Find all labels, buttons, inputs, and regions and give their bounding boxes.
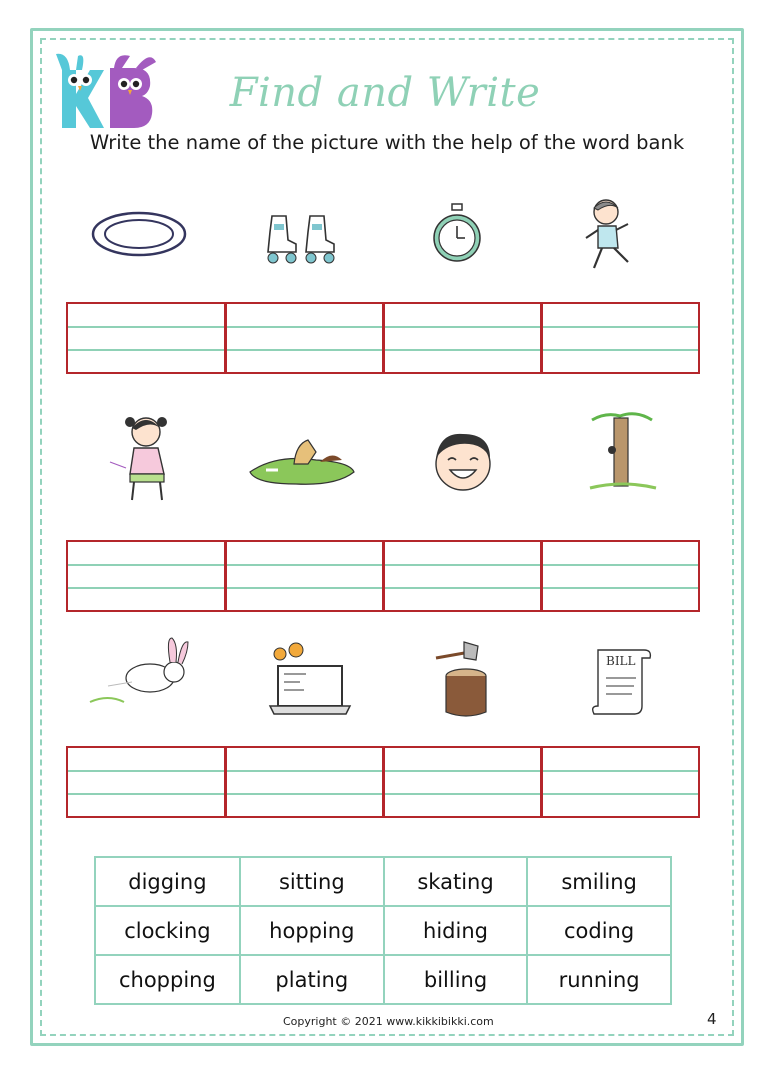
copyright-text: Copyright © 2021 www.kikkibikki.com [283,1015,494,1028]
word-bank-cell: sitting [240,857,384,906]
roller-skates-icon [262,210,344,266]
laptop-coding-icon [266,640,354,718]
page-number: 4 [707,1010,717,1028]
word-bank-cell: chopping [95,955,240,1004]
word-bank-cell: clocking [95,906,240,955]
word-bank [94,856,672,1005]
hiding-tree-icon [586,410,658,492]
word-bank-cell: hiding [384,906,527,955]
word-bank-cell: hopping [240,906,384,955]
digging-dog-icon [246,430,358,488]
sitting-girl-icon [106,410,184,504]
word-bank-cell: plating [240,955,384,1004]
instructions: Write the name of the picture with the help of the word bank [89,131,685,154]
plate-icon [90,205,188,263]
word-bank-cell: skating [384,857,527,906]
stopwatch-icon [429,202,485,266]
smiling-boy-icon [430,430,496,492]
word-bank-cell: running [527,955,671,1004]
word-bank-cell: digging [95,857,240,906]
word-bank-cell: billing [384,955,527,1004]
writing-grid-row-1[interactable] [66,302,700,374]
bill-label: BILL [606,654,636,668]
writing-grid-row-2[interactable] [66,540,700,612]
running-boy-icon [580,196,638,274]
hopping-rabbit-icon [88,634,194,706]
page-title: Find and Write [229,70,541,116]
word-bank-cell: smiling [527,857,671,906]
kb-logo [52,48,162,132]
writing-grid-row-3[interactable] [66,746,700,818]
word-bank-cell: coding [527,906,671,955]
axe-log-icon [430,636,500,720]
bill-scroll-icon [588,644,654,718]
